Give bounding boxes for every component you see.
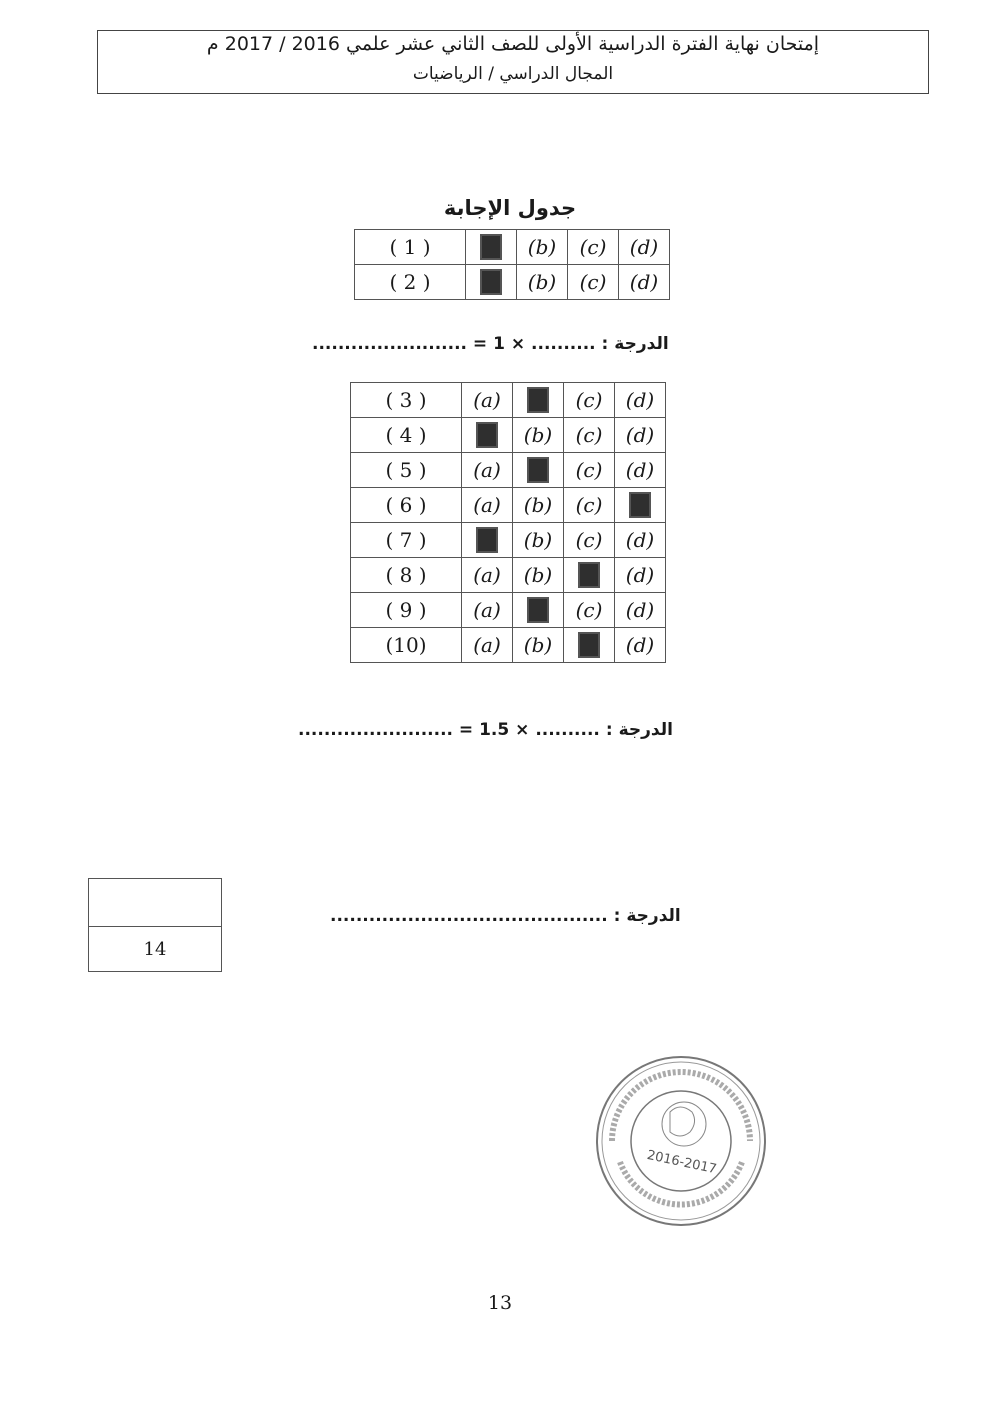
filled-answer-mark [629, 492, 651, 518]
option-c-selected[interactable] [564, 558, 615, 593]
exam-header [97, 30, 929, 94]
option-a-selected[interactable] [462, 418, 513, 453]
stamp-seal-icon [592, 1052, 770, 1230]
question-number: ( 8 ) [351, 558, 462, 593]
official-stamp [592, 1052, 770, 1230]
question-number: ( 3 ) [351, 383, 462, 418]
option-c[interactable]: (c) [564, 488, 615, 523]
option-c[interactable]: (c) [564, 383, 615, 418]
filled-answer-mark [527, 387, 549, 413]
answer-row [351, 453, 666, 488]
answer-table-1 [354, 229, 670, 300]
answer-row [351, 418, 666, 453]
answer-table-title: جدول الإجابة [443, 196, 577, 220]
exam-title: إمتحان نهاية الفترة الدراسية الأولى للصف الثاني عشر علمي 2016 / 2017 م [206, 33, 820, 55]
option-b[interactable]: (b) [513, 628, 564, 663]
grade-line-3: الدرجة : ........................................... [330, 906, 681, 926]
grade-blank: .......... [531, 334, 596, 354]
option-d-selected[interactable] [615, 488, 666, 523]
option-a[interactable]: (a) [462, 558, 513, 593]
option-a[interactable]: (a) [462, 593, 513, 628]
score-box-divider [89, 926, 221, 927]
answer-row [351, 523, 666, 558]
times-sign: × [515, 720, 530, 740]
times-sign: × [510, 334, 526, 354]
option-b-selected[interactable] [513, 453, 564, 488]
question-number: ( 4 ) [351, 418, 462, 453]
option-d[interactable]: (d) [615, 453, 666, 488]
answer-row [355, 230, 670, 265]
option-c[interactable]: (c) [568, 230, 619, 265]
grade-blank: ........................................... [330, 906, 608, 926]
grade-line-1: الدرجة : .......... × 1 = ........................ [312, 334, 669, 354]
answer-row [351, 593, 666, 628]
filled-answer-mark [480, 269, 502, 295]
page-number: 13 [487, 1292, 513, 1314]
option-d[interactable]: (d) [615, 558, 666, 593]
equals-sign: = [458, 720, 474, 740]
option-b[interactable]: (b) [513, 523, 564, 558]
answer-row [351, 558, 666, 593]
option-c-selected[interactable] [564, 628, 615, 663]
option-b[interactable]: (b) [513, 418, 564, 453]
option-c[interactable]: (c) [568, 265, 619, 300]
answer-row [355, 265, 670, 300]
grade-line-2: الدرجة : .......... × 1.5 = ........................ [298, 720, 673, 740]
question-number: ( 6 ) [351, 488, 462, 523]
option-a-selected[interactable] [466, 265, 517, 300]
question-number: (10) [351, 628, 462, 663]
filled-answer-mark [476, 527, 498, 553]
option-d[interactable]: (d) [619, 265, 670, 300]
option-d[interactable]: (d) [619, 230, 670, 265]
filled-answer-mark [480, 234, 502, 260]
option-c[interactable]: (c) [564, 593, 615, 628]
question-number: ( 1 ) [355, 230, 466, 265]
filled-answer-mark [578, 632, 600, 658]
filled-answer-mark [527, 457, 549, 483]
option-b[interactable]: (b) [517, 265, 568, 300]
question-number: ( 9 ) [351, 593, 462, 628]
option-a-selected[interactable] [466, 230, 517, 265]
option-d[interactable]: (d) [615, 593, 666, 628]
option-d[interactable]: (d) [615, 418, 666, 453]
grade-blank: .......... [535, 720, 600, 740]
score-box-value: 14 [143, 939, 167, 960]
grade-result-blank: ........................ [312, 334, 467, 354]
option-d[interactable]: (d) [615, 523, 666, 558]
option-b-selected[interactable] [513, 593, 564, 628]
grade-label: الدرجة [626, 906, 681, 926]
equals-sign: = [472, 334, 488, 354]
grade-multiplier: 1 [493, 334, 505, 354]
option-c[interactable]: (c) [564, 418, 615, 453]
question-number: ( 2 ) [355, 265, 466, 300]
option-a[interactable]: (a) [462, 488, 513, 523]
filled-answer-mark [476, 422, 498, 448]
question-number: ( 5 ) [351, 453, 462, 488]
answer-table-2 [350, 382, 666, 663]
option-a-selected[interactable] [462, 523, 513, 558]
option-a[interactable]: (a) [462, 383, 513, 418]
option-c[interactable]: (c) [564, 523, 615, 558]
answer-row [351, 488, 666, 523]
option-d[interactable]: (d) [615, 383, 666, 418]
answer-row [351, 628, 666, 663]
score-box [88, 878, 222, 972]
grade-result-blank: ........................ [298, 720, 453, 740]
option-b[interactable]: (b) [513, 558, 564, 593]
exam-subject: المجال الدراسي / الرياضيات [412, 64, 614, 84]
grade-multiplier: 1.5 [479, 720, 510, 740]
filled-answer-mark [527, 597, 549, 623]
option-a[interactable]: (a) [462, 628, 513, 663]
grade-label: الدرجة [618, 720, 673, 740]
stamp-year: 2016-2017 [645, 1147, 718, 1178]
option-b[interactable]: (b) [513, 488, 564, 523]
option-a[interactable]: (a) [462, 453, 513, 488]
option-d[interactable]: (d) [615, 628, 666, 663]
grade-label: الدرجة [614, 334, 669, 354]
answer-row [351, 383, 666, 418]
question-number: ( 7 ) [351, 523, 462, 558]
option-b-selected[interactable] [513, 383, 564, 418]
option-c[interactable]: (c) [564, 453, 615, 488]
filled-answer-mark [578, 562, 600, 588]
option-b[interactable]: (b) [517, 230, 568, 265]
